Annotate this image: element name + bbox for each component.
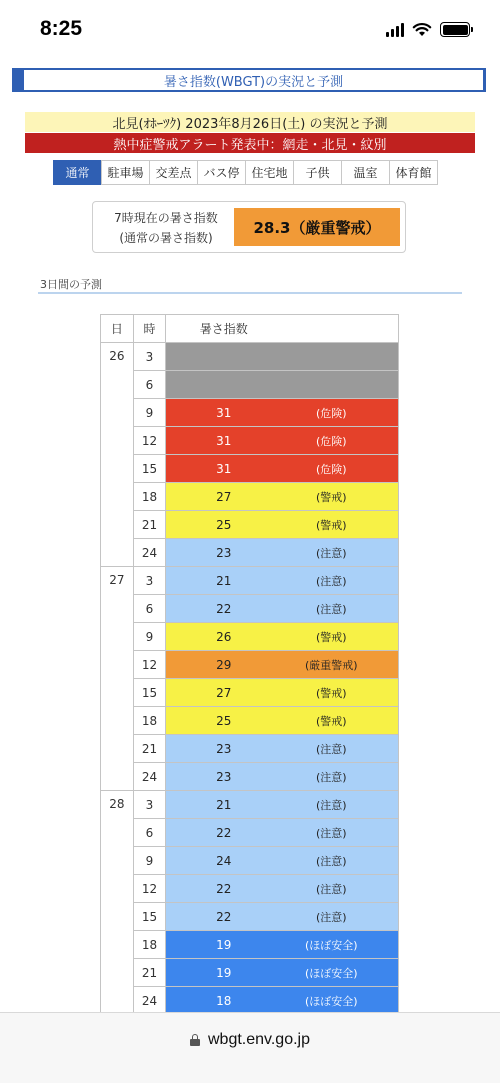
index-level: (ほぼ安全)	[305, 938, 358, 952]
index-cell	[166, 875, 399, 903]
section-divider	[38, 292, 462, 294]
tab-1[interactable]: 駐車場	[101, 160, 150, 185]
index-value: 22	[216, 825, 232, 840]
day-cell: 26	[101, 343, 134, 567]
current-index-label	[101, 208, 231, 248]
index-value: 29	[216, 657, 232, 672]
hour-cell: 15	[133, 679, 166, 707]
index-cell	[166, 427, 399, 455]
tab-7[interactable]: 体育館	[389, 160, 438, 185]
hour-cell: 12	[133, 875, 166, 903]
index-value: 23	[216, 769, 232, 784]
table-row	[101, 595, 399, 623]
index-level: (厳重警戒)	[305, 658, 358, 672]
table-row	[101, 539, 399, 567]
table-row	[101, 371, 399, 399]
index-value: 21	[216, 797, 232, 812]
index-level: (危険)	[316, 434, 347, 448]
hour-cell: 3	[133, 791, 166, 819]
hour-cell: 9	[133, 847, 166, 875]
index-level: (危険)	[316, 406, 347, 420]
index-value: 19	[216, 937, 232, 952]
index-cell	[166, 595, 399, 623]
hour-cell: 24	[133, 763, 166, 791]
index-cell	[166, 847, 399, 875]
hour-cell: 12	[133, 427, 166, 455]
index-level: (注意)	[316, 770, 347, 784]
page-title: 暑さ指数(WBGT)の実況と予測	[12, 68, 486, 92]
hour-cell: 15	[133, 903, 166, 931]
index-cell	[166, 791, 399, 819]
index-cell	[166, 959, 399, 987]
tab-6[interactable]: 温室	[341, 160, 390, 185]
index-cell	[166, 651, 399, 679]
index-cell	[166, 511, 399, 539]
table-row	[101, 931, 399, 959]
index-value: 22	[216, 601, 232, 616]
hour-cell: 24	[133, 987, 166, 1015]
table-row	[101, 735, 399, 763]
index-cell	[166, 483, 399, 511]
index-cell	[166, 371, 399, 399]
hour-cell: 12	[133, 651, 166, 679]
index-value: 31	[216, 405, 232, 420]
index-level: (ほぼ安全)	[305, 966, 358, 980]
tab-5[interactable]: 子供	[293, 160, 342, 185]
hour-cell: 18	[133, 707, 166, 735]
index-cell	[166, 679, 399, 707]
index-cell	[166, 567, 399, 595]
hour-cell: 6	[133, 819, 166, 847]
header-day: 日	[101, 315, 134, 343]
hour-cell: 3	[133, 567, 166, 595]
hour-cell: 3	[133, 343, 166, 371]
hour-cell: 6	[133, 595, 166, 623]
index-value: 23	[216, 545, 232, 560]
index-value: 26	[216, 629, 232, 644]
day-cell: 28	[101, 791, 134, 1015]
index-value: 19	[216, 965, 232, 980]
index-level: (注意)	[316, 854, 347, 868]
hour-cell: 15	[133, 455, 166, 483]
index-cell	[166, 623, 399, 651]
table-row	[101, 679, 399, 707]
index-value: 27	[216, 489, 232, 504]
index-cell	[166, 931, 399, 959]
environment-tabs	[53, 160, 437, 185]
table-row	[101, 427, 399, 455]
index-cell	[166, 343, 399, 371]
status-icons	[386, 22, 470, 37]
wifi-icon	[412, 22, 432, 37]
current-index-value: 28.3（厳重警戒）	[234, 208, 400, 246]
lock-icon	[190, 1034, 200, 1046]
tab-4[interactable]: 住宅地	[245, 160, 294, 185]
current-index-label-line1: 7時現在の暑さ指数	[114, 211, 218, 225]
table-row	[101, 567, 399, 595]
index-level: (注意)	[316, 742, 347, 756]
index-level: (警戒)	[316, 714, 347, 728]
table-row	[101, 623, 399, 651]
table-row	[101, 875, 399, 903]
table-row	[101, 847, 399, 875]
table-row	[101, 343, 399, 371]
index-cell	[166, 399, 399, 427]
table-row	[101, 455, 399, 483]
index-cell	[166, 707, 399, 735]
heat-alert-bar: 熱中症警戒アラート発表中：網走・北見・紋別	[25, 133, 475, 153]
index-level: (注意)	[316, 910, 347, 924]
table-row	[101, 707, 399, 735]
hour-cell: 6	[133, 371, 166, 399]
index-level: (警戒)	[316, 686, 347, 700]
index-value: 25	[216, 517, 232, 532]
table-row	[101, 987, 399, 1015]
index-level: (警戒)	[316, 630, 347, 644]
current-index-label-line2: (通常の暑さ指数)	[119, 231, 213, 245]
current-index-box	[92, 201, 406, 253]
index-cell	[166, 735, 399, 763]
index-value: 31	[216, 461, 232, 476]
table-row	[101, 903, 399, 931]
location-date-bar: 北見(ｵﾎｰﾂｸ) 2023年8月26日(土) の実況と予測	[25, 112, 475, 132]
url-text: wbgt.env.go.jp	[208, 1031, 310, 1048]
header-hour: 時	[133, 315, 166, 343]
header-index	[166, 315, 399, 343]
hour-cell: 24	[133, 539, 166, 567]
status-bar	[0, 0, 500, 60]
index-level: (注意)	[316, 798, 347, 812]
index-value: 22	[216, 909, 232, 924]
table-row	[101, 483, 399, 511]
tab-3[interactable]: バス停	[197, 160, 246, 185]
hour-cell: 9	[133, 623, 166, 651]
status-time: 8:25	[40, 17, 83, 40]
table-row	[101, 399, 399, 427]
hour-cell: 18	[133, 483, 166, 511]
index-cell	[166, 819, 399, 847]
index-level: (危険)	[316, 462, 347, 476]
table-row	[101, 511, 399, 539]
index-level: (ほぼ安全)	[305, 994, 358, 1008]
forecast-section-title: 3日間の予測	[40, 278, 102, 291]
index-level: (注意)	[316, 602, 347, 616]
index-value: 25	[216, 713, 232, 728]
tab-0[interactable]: 通常	[53, 160, 102, 185]
index-cell	[166, 987, 399, 1015]
index-level: (注意)	[316, 882, 347, 896]
table-row	[101, 651, 399, 679]
index-level: (注意)	[316, 826, 347, 840]
index-cell	[166, 539, 399, 567]
index-value: 31	[216, 433, 232, 448]
tab-2[interactable]: 交差点	[149, 160, 198, 185]
forecast-table	[100, 314, 399, 1015]
table-row	[101, 959, 399, 987]
battery-icon	[440, 22, 470, 37]
cellular-signal-icon	[386, 23, 404, 37]
index-value: 21	[216, 573, 232, 588]
hour-cell: 21	[133, 511, 166, 539]
index-cell	[166, 763, 399, 791]
index-value: 27	[216, 685, 232, 700]
header-index-label: 暑さ指数	[199, 322, 248, 336]
table-header-row	[101, 315, 399, 343]
table-row	[101, 819, 399, 847]
index-level: (警戒)	[316, 490, 347, 504]
hour-cell: 21	[133, 735, 166, 763]
index-value: 18	[216, 993, 232, 1008]
hour-cell: 9	[133, 399, 166, 427]
index-cell	[166, 455, 399, 483]
table-row	[101, 791, 399, 819]
index-value: 22	[216, 881, 232, 896]
address-bar[interactable]	[0, 1031, 500, 1049]
hour-cell: 18	[133, 931, 166, 959]
index-level: (警戒)	[316, 518, 347, 532]
index-level: (注意)	[316, 546, 347, 560]
hour-cell: 21	[133, 959, 166, 987]
browser-bottom-bar	[0, 1012, 500, 1083]
index-value: 23	[216, 741, 232, 756]
index-value: 24	[216, 853, 232, 868]
table-row	[101, 763, 399, 791]
day-cell: 27	[101, 567, 134, 791]
index-cell	[166, 903, 399, 931]
index-level: (注意)	[316, 574, 347, 588]
